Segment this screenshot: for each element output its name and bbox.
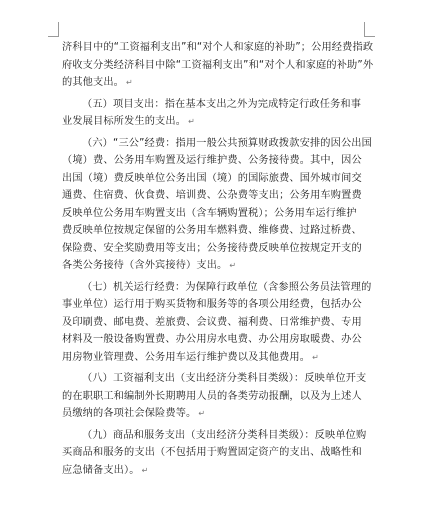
paragraph-line: 应急储备支出）。: [62, 464, 140, 476]
paragraph: [62, 370, 367, 423]
paragraph-line: 费反映单位按规定保留的公务用车燃料费、维修费、过路过桥费、: [62, 225, 362, 236]
paragraph-line: 通费、住宿费、伙食费、培训费、公杂费等支出；公务用车购置费: [62, 190, 362, 201]
crop-mark-top-right: [364, 22, 375, 37]
paragraph-line: （八）工资福利支出（支出经济分类科目类级）：反映单位开支: [82, 373, 367, 384]
paragraph-mark-icon: ↵: [198, 409, 206, 418]
paragraph-line: 的其他支出。: [62, 77, 125, 88]
crop-mark-top-left: [48, 22, 59, 37]
paragraph-mark-icon: ↵: [229, 261, 237, 270]
paragraph-line: 用房物业管理费、公务用车运行维护费以及其他费用。: [62, 351, 311, 363]
paragraph-line: （七）机关运行经费：为保障行政单位（含参照公务员法管理的: [82, 281, 372, 293]
paragraph: [62, 135, 372, 275]
paragraph-mark-icon: ↵: [312, 352, 319, 362]
paragraph-line: 及印刷费、邮电费、差旅费、会议费、福利费、日常维护费、专用: [62, 316, 362, 328]
paragraph-line: 业发展目标所发生的支出。: [62, 116, 187, 127]
paragraph-line: 买商品和服务的支出（不包括用于购置固定资产的支出、战略性和: [62, 447, 362, 458]
paragraph-line: 员缴纳的各项社会保险费等。: [62, 408, 197, 419]
paragraph: [62, 39, 374, 92]
paragraph-line: 保险费、安全奖励费用等支出；公务接待费反映单位按规定开支的: [62, 242, 362, 254]
paragraph-line: （境）费、公务用车购置及运行维护费、公务接待费。其中，因公: [62, 155, 362, 166]
paragraph-line: （六）“三公”经费：指用一般公共预算财政拨款安排的因公出国: [82, 137, 372, 149]
paragraph-line: 的在职职工和编制外长期聘用人员的各类劳动报酬，以及为上述人: [62, 390, 362, 402]
paragraph-line: （九）商品和服务支出（支出经济分类科目类级）：反映单位购: [82, 429, 367, 441]
document-body: [62, 39, 374, 479]
paragraph: [62, 96, 362, 131]
paragraph-line: 各类公务接待（含外宾接待）支出。: [62, 260, 228, 271]
paragraph-line: 反映单位公务用车购置支出（含车辆购置税）；公务用车运行维护: [62, 207, 357, 219]
paragraph-line: 济科目中的“工资福利支出”和“对个人和家庭的补助”；公用经费指政: [62, 42, 374, 53]
paragraph-mark-icon: ↵: [188, 117, 195, 126]
paragraph-line: 材料及一般设备购置费、办公用房水电费、办公用房取暖费、办公: [62, 334, 362, 345]
paragraph-line: 出国（境）费反映单位公务出国（境）的国际旅费、国外城市间交: [62, 172, 362, 184]
paragraph-mark-icon: ↵: [126, 78, 133, 87]
paragraph-line: 府收支分类经济科目中除“工资福利支出”和“对个人和家庭的补助”外: [62, 59, 374, 71]
paragraph-line: 事业单位）运行用于购买货物和服务等的各项公用经费，包括办公: [62, 299, 362, 310]
paragraph-line: （五）项目支出：指在基本支出之外为完成特定行政任务和事: [82, 98, 362, 110]
paragraph-mark-icon: ↵: [141, 465, 149, 475]
paragraph: [62, 427, 367, 480]
paragraph: [62, 279, 372, 367]
